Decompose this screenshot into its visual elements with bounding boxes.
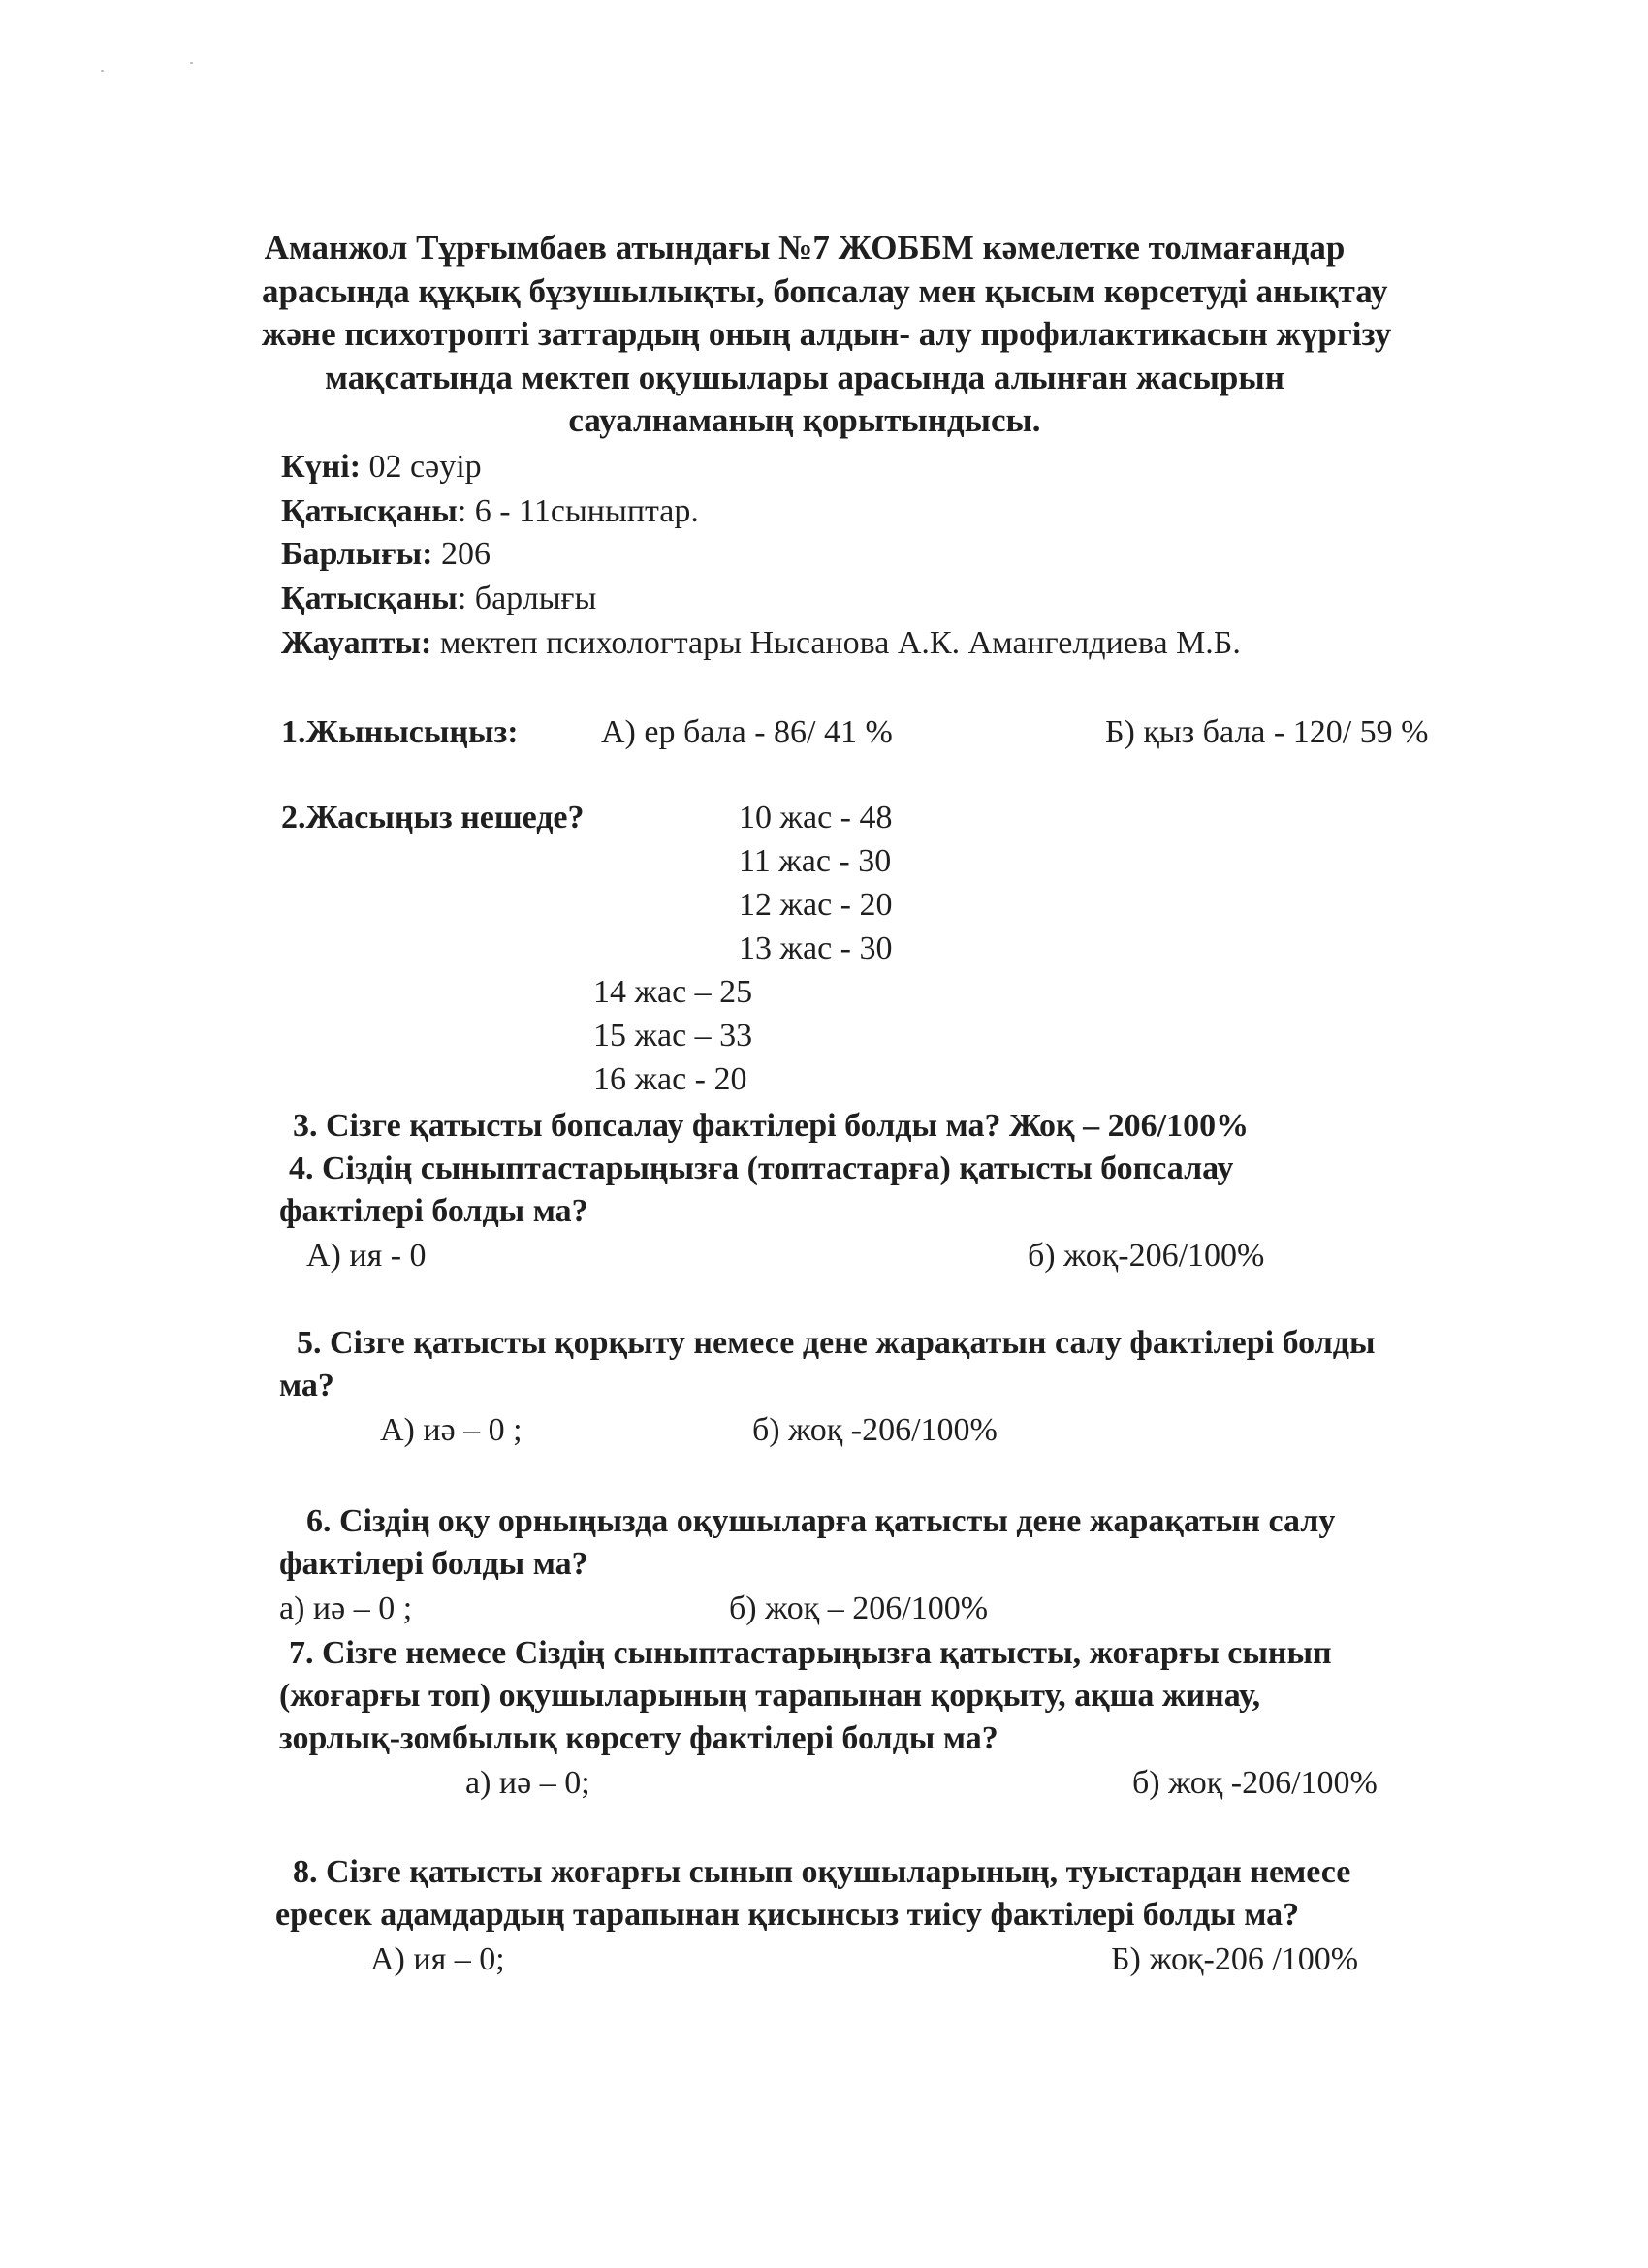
q4-option-b: б) жоқ-206/100% — [1028, 1238, 1265, 1274]
meta-total — [281, 535, 491, 574]
q7-line: 7. Сізге немесе Сіздің сыныптастарыңызға қатысты, жоғарғы сынып — [289, 1635, 1332, 1671]
scan-speck — [190, 62, 193, 64]
q6-option-b: б) жоқ – 206/100% — [729, 1591, 989, 1626]
q5-line: 5. Сізге қатысты қорқыту немесе дене жарақатын салу фактілері болды — [297, 1325, 1376, 1361]
meta-date-value: 02 сәуір — [361, 449, 482, 485]
q2-age-row: 12 жас - 20 — [739, 887, 893, 923]
q5-line: ма? — [279, 1368, 334, 1403]
meta-participants-value: : барлығы — [457, 581, 597, 616]
meta-participants — [281, 580, 596, 618]
q4-line: фактілері болды ма? — [279, 1193, 588, 1229]
meta-responsible-value: мектеп психологтары Нысанова А.К. Амангелдиева М.Б. — [431, 625, 1241, 661]
q4-option-a: А) ия - 0 — [306, 1238, 427, 1274]
q8-option-b: Б) жоқ-206 /100% — [1111, 1941, 1359, 1977]
q5-option-b: б) жоқ -206/100% — [752, 1412, 998, 1448]
meta-total-value: 206 — [432, 536, 491, 572]
document-title — [262, 227, 1392, 443]
q2-age-row: 10 жас - 48 — [739, 800, 893, 835]
q6-line: фактілері болды ма? — [279, 1546, 588, 1582]
meta-participants-classes-value: : 6 - 11сыныптар. — [457, 493, 699, 529]
q3-text: 3. Сізге қатысты бопсалау фактілері болды ма? Жоқ – 206/100% — [293, 1108, 1250, 1144]
title-line: сауалнаманың қорытындысы. — [568, 401, 1041, 439]
q2-age-row: 16 жас - 20 — [593, 1061, 747, 1097]
q8-line: ересек адамдардың тарапынан қисынсыз тиісу фактілері болды ма? — [275, 1897, 1300, 1933]
title-line: мақсатында мектеп оқушылары арасында алынған жасырын — [325, 358, 1284, 396]
meta-responsible-label: Жауапты: — [281, 625, 432, 661]
meta-participants-classes-label: Қатысқаны — [281, 493, 458, 529]
q8-line: 8. Сізге қатысты жоғарғы сынып оқушыларының, туыстардан немесе — [293, 1854, 1351, 1890]
meta-date-label: Күні: — [281, 449, 362, 485]
q2-age-row: 14 жас – 25 — [593, 974, 753, 1010]
q6-option-a: а) иә – 0 ; — [279, 1591, 413, 1626]
meta-participants-label: Қатысқаны — [281, 581, 458, 616]
q7-line: (жоғарғы топ) оқушыларының тарапынан қорқыту, ақша жинау, — [279, 1678, 1261, 1714]
q1-option-a: А) ер бала - 86/ 41 % — [601, 714, 893, 750]
q5-option-a: А) иә – 0 ; — [380, 1412, 523, 1448]
scan-speck — [101, 70, 104, 72]
q7-option-b: б) жоқ -206/100% — [1132, 1765, 1378, 1801]
q1-option-b: Б) қыз бала - 120/ 59 % — [1105, 714, 1429, 750]
q7-line: зорлық-зомбылық көрсету фактілері болды ма? — [279, 1720, 998, 1756]
title-line: және психотропті заттардың оның алдын- алу профилактикасын жүргізу — [262, 315, 1392, 353]
meta-date — [281, 448, 482, 487]
title-line: Аманжол Тұрғымбаев атындағы №7 ЖОББМ кәмелетке толмағандар — [264, 229, 1346, 267]
q2-age-row: 15 жас – 33 — [593, 1018, 753, 1054]
q7-option-a: а) иә – 0; — [465, 1765, 590, 1801]
q6-line: 6. Сіздің оқу орныңызда оқушыларға қатысты дене жарақатын салу — [306, 1503, 1336, 1539]
q8-option-a: А) ия – 0; — [370, 1941, 505, 1977]
q4-line: 4. Сіздің сыныптастарыңызға (топтастарға) қатысты бопсалау — [289, 1150, 1234, 1186]
q2-age-row: 11 жас - 30 — [739, 843, 892, 879]
q1-label: 1.Жынысыңыз: — [281, 714, 519, 750]
meta-total-label: Барлығы: — [281, 536, 433, 572]
meta-participants-classes — [281, 492, 699, 531]
q2-age-row: 13 жас - 30 — [739, 930, 893, 966]
title-line: арасында құқық бұзушылықты, бопсалау мен қысым көрсетуді анықтау — [262, 271, 1388, 310]
meta-responsible — [281, 624, 1241, 663]
q2-label: 2.Жасыңыз нешеде? — [281, 800, 585, 835]
